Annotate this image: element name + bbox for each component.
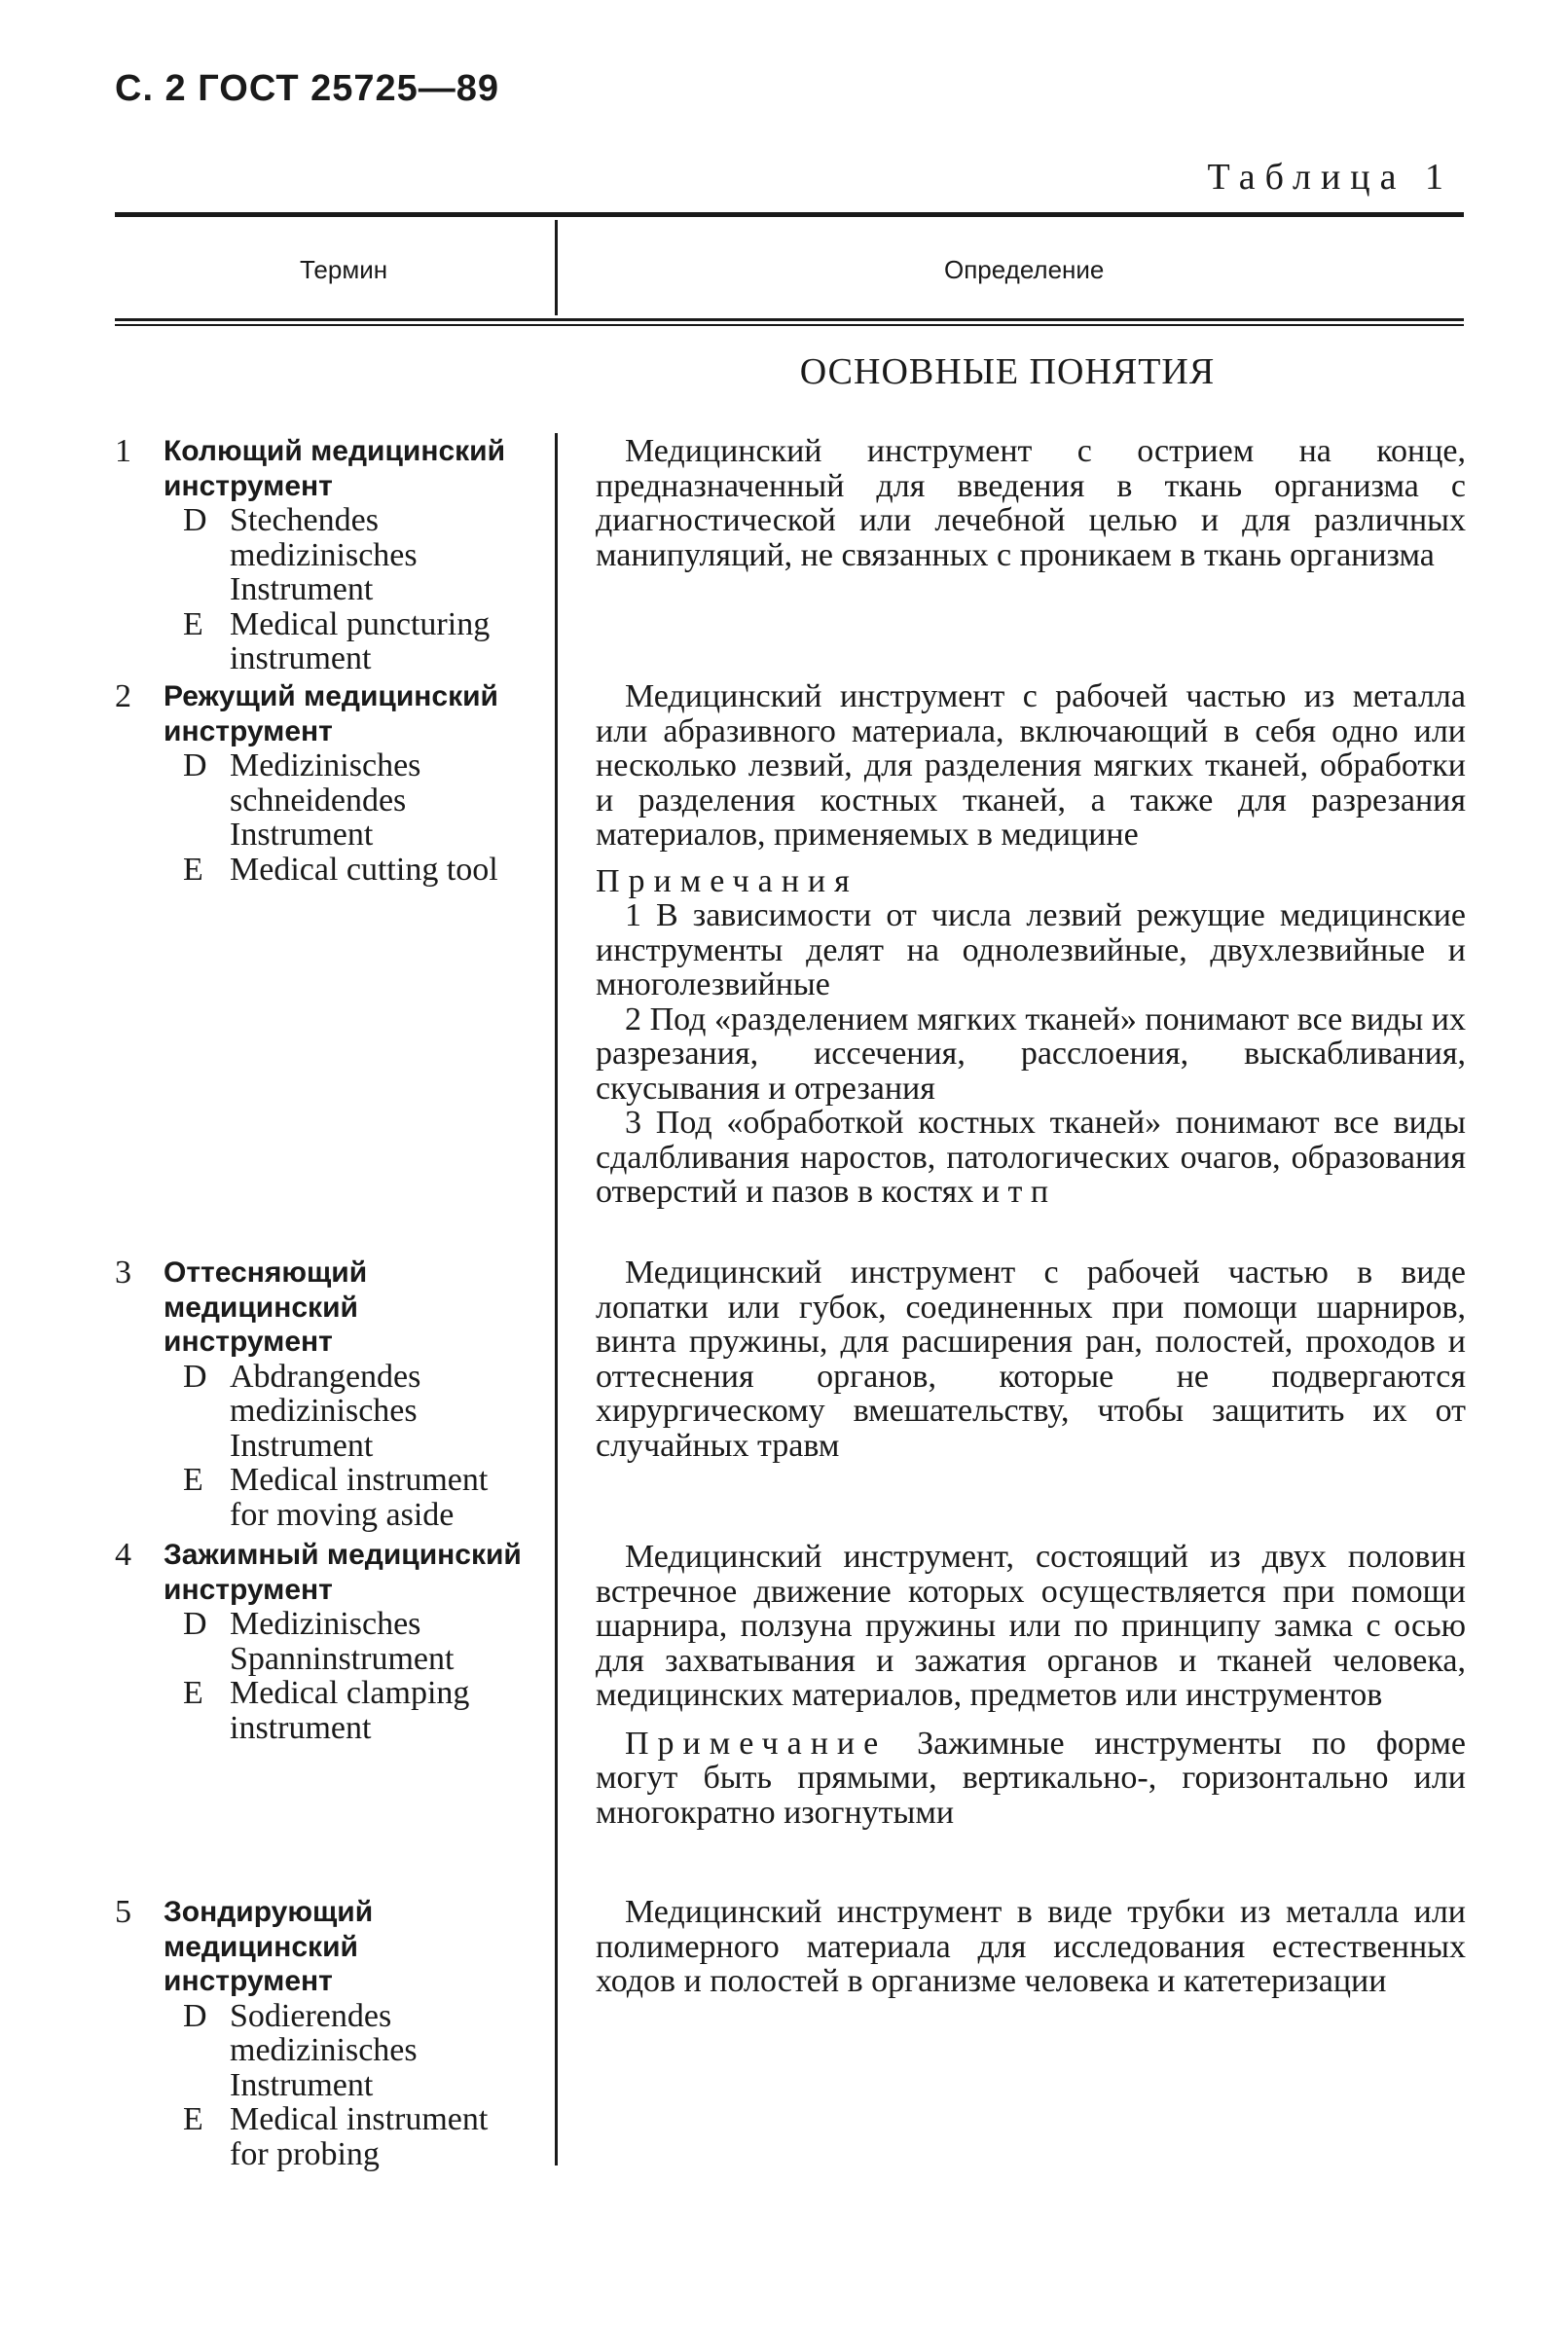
term-entry-4 [115,1538,524,1745]
term-entry-1 [115,434,524,676]
definition-2 [596,679,1466,1210]
term-german: D Medizinisches schneidendes Instrument [183,747,421,853]
note-item: 1 В зависимости от числа лезвий режущие медицинские инструменты делят на однолезвийные, двухлезвийные и многолезвийные [596,897,1466,1002]
definition-text: Медицинский инструмент с острием на конце, предназначенный для введения в ткань организма с диагностической или лечебной целью и для различных манипуляций, не связанных с проникаем в ткань организма [596,433,1466,573]
term-german: D Medizinisches Spanninstrument [183,1606,455,1677]
term-number: 4 [115,1537,131,1573]
term-name: Зондирующий медицинский инструмент [164,1896,374,1997]
section-title: ОСНОВНЫЕ ПОНЯТИЯ [799,351,1216,392]
term-name: Режущий медицинский инструмент [164,680,498,747]
definition-text: Медицинский инструмент с рабочей частью в виде лопатки или губок, соединенных при помощи шарниров, винта пружины, для расширения ран, полостей, проходов и оттеснения органов, которые не подвергаются хирургическому вмешательству, чтобы защитить их от случайных травм [596,1255,1466,1464]
body-column-divider [555,433,558,2165]
definition-1 [596,434,1466,572]
note-paragraph [596,1727,1466,1831]
term-english: E Medical instrument for probing [183,2101,489,2172]
header-column-divider [555,220,558,315]
column-header-definition: Определение [944,255,1105,284]
term-english: E Medical clamping instrument [183,1675,470,1746]
term-name: Зажимный медицинский инструмент [164,1539,522,1606]
term-entry-3 [115,1255,524,1532]
definition-text: Медицинский инструмент в виде трубки из металла или полимерного материала для исследования естественных ходов и полостей в организме человека и катетеризации [596,1894,1466,1999]
table-top-rule [115,212,1464,217]
table-label: Таблица 1 [1207,157,1453,198]
note-item: 2 Под «разделением мягких тканей» понимают все виды их разрезания, иссечения, расслоения, выскабливания, скусывания и отрезания [596,1001,1466,1107]
notes-heading: Примечания [596,862,858,899]
term-german: D Stechendes medizinisches Instrument [183,502,418,607]
note-heading: Примечание [625,1725,888,1762]
term-number: 5 [115,1894,131,1930]
header-bottom-rule-2 [115,324,1464,326]
term-entry-2 [115,679,524,887]
definition-5 [596,1895,1466,1999]
term-german: D Abdrangendes medizinisches Instrument [183,1358,421,1464]
term-name: Колющий медицинский инструмент [164,435,506,502]
term-name: Оттесняющий медицинский инструмент [164,1256,368,1358]
header-bottom-rule-1 [115,318,1464,321]
term-number: 3 [115,1255,131,1291]
term-entry-5 [115,1895,524,2171]
term-english: E Medical puncturing instrument [183,605,491,676]
note-text: Зажимные инструменты по форме могут быть прямыми, вертикально-, горизонтально или многократно изогнутыми [596,1725,1466,1831]
term-german: D Sodierendes medizinisches Instrument [183,1997,418,2103]
definition-text: Медицинский инструмент, состоящий из двух половин встречное движение которых осуществляется при помощи шарнира, ползуна пружины или по принципу замка с осью для захватывания и зажатия органов и тканей человека, медицинских материалов, предметов или инструментов [596,1539,1466,1713]
definition-4 [596,1540,1466,1830]
document-header: С. 2 ГОСТ 25725—89 [115,68,500,109]
term-english: E Medical cutting tool [183,851,498,888]
term-number: 1 [115,433,131,469]
term-english: E Medical instrument for moving aside [183,1462,489,1533]
term-number: 2 [115,678,131,714]
note-item: 3 Под «обработкой костных тканей» понимают все виды сдалбливания наростов, патологических очагов, образования отверстий и пазов в костях и т п [596,1105,1466,1210]
definition-3 [596,1255,1466,1463]
definition-text: Медицинский инструмент с рабочей частью из металла или абразивного материала, включающий в себя одно или несколько лезвий, для разделения мягких тканей, обработки и разделения костных тканей, а также для разрезания материалов, применяемых в медицине [596,678,1466,853]
column-header-term: Термин [300,255,388,284]
